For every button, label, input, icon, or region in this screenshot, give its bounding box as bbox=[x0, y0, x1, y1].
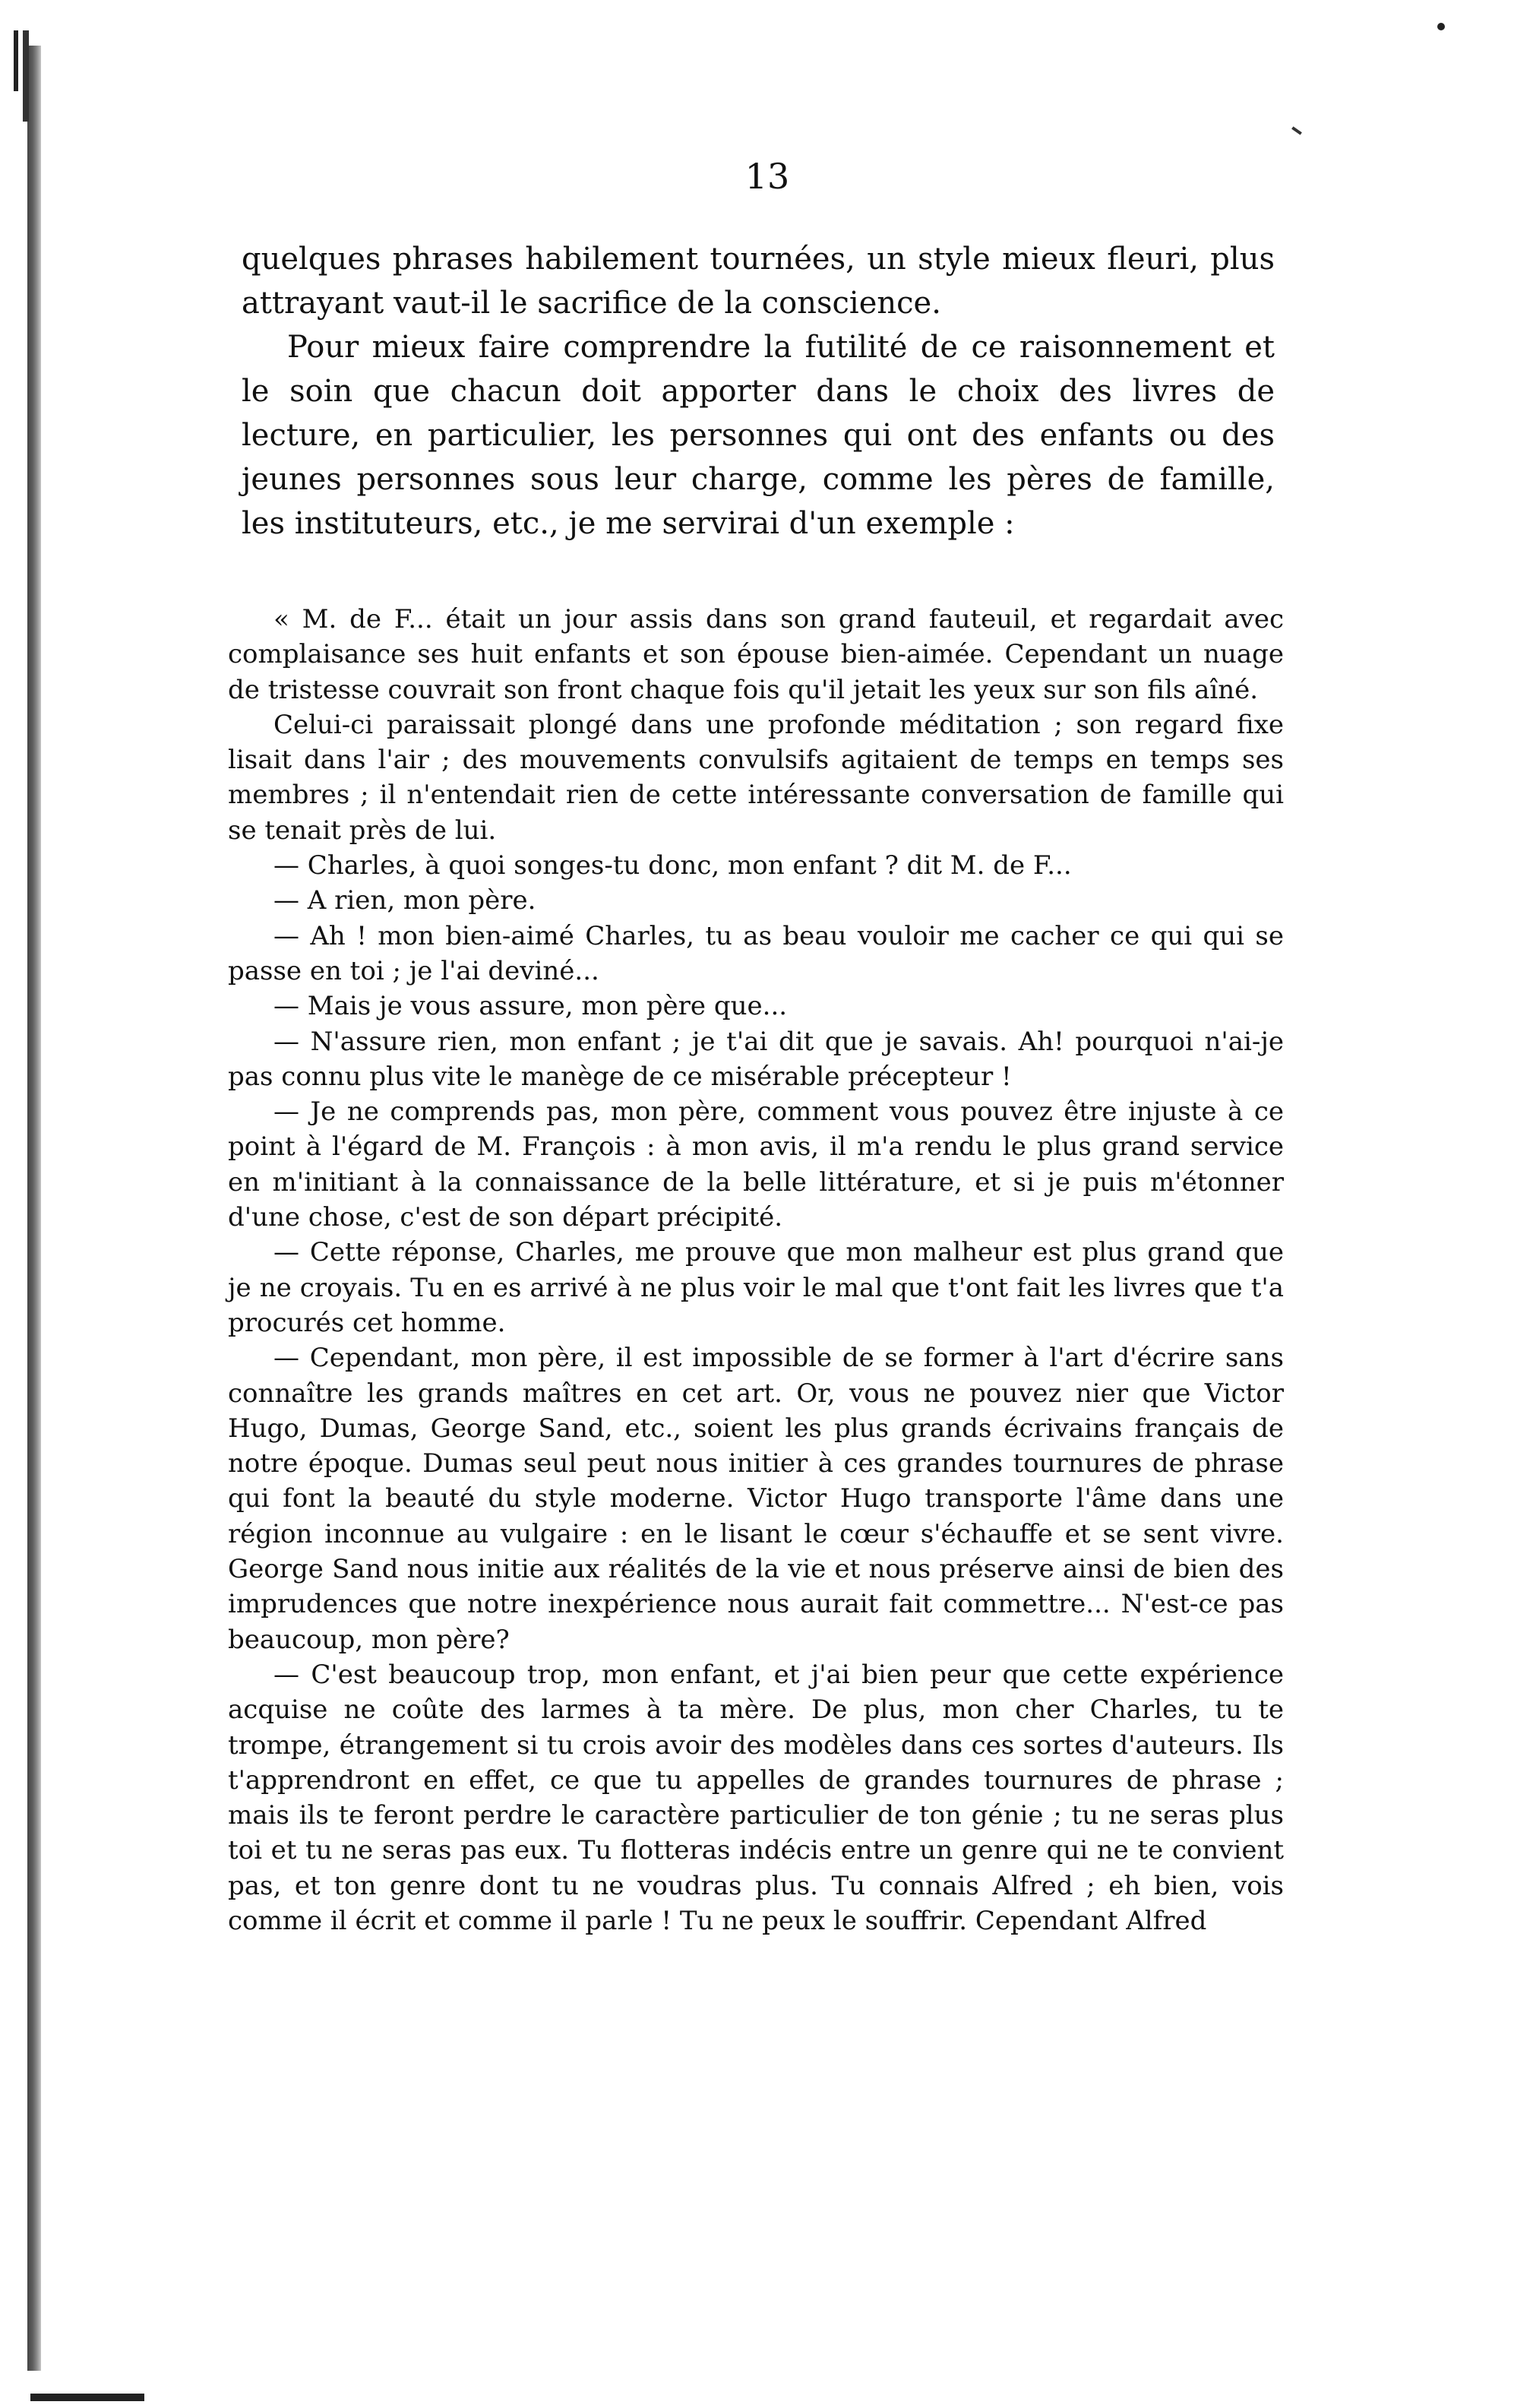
dialogue-line: — Cependant, mon père, il est impossible de se former à l'art d'écrire sans connaître les grands maîtres en cet art. Or, vous ne pouvez nier que Victor Hugo, Dumas, George Sand, etc., soient les plus grands écrivains français de notre époque. Dumas seul peut nous initier à ces grandes tournures de phrase qui font la beauté du style moderne. Victor Hugo transporte l'âme dans une région inconnue au vulgaire : en le lisant le cœur s'échauffe et se sent vivre. George Sand nous initie aux réalités de la vie et nous préserve ainsi de bien des imprudences que notre inexpérience nous aurait fait commettre... N'est-ce pas beaucoup, mon père? bbox=[228, 1343, 1284, 1655]
ink-dot bbox=[1437, 23, 1445, 30]
story-paragraph: Celui-ci paraissait plongé dans une profonde méditation ; son regard fixe lisait dans l'air ; des mouvements convulsifs agitaient de temps en temps ses membres ; il n'entendait rien de cette intéressante conversation de famille qui se tenait près de lui. bbox=[228, 709, 1284, 846]
dialogue-line: — Mais je vous assure, mon père que... bbox=[273, 991, 788, 1022]
intro-text bbox=[242, 237, 1275, 546]
spine-foot bbox=[30, 2394, 144, 2401]
story-paragraph: « M. de F... était un jour assis dans son grand fauteuil, et regardait avec complaisance ses huit enfants et son épouse bien-aimée. Cependant un nuage de tristesse couvrait son front chaque fois qu'il jetait les yeux sur son fils aîné. bbox=[228, 604, 1284, 705]
dialogue-line: — Charles, à quoi songes-tu donc, mon enfant ? dit M. de F... bbox=[273, 850, 1072, 881]
intro-paragraph: quelques phrases habilement tournées, un style mieux fleuri, plus attrayant vaut-il le sacrifice de la conscience. bbox=[242, 242, 1275, 321]
dialogue-line: — Cette réponse, Charles, me prouve que mon malheur est plus grand que je ne croyais. Tu en es arrivé à ne plus voir le mal que t'ont fait les livres que t'a procurés cet homme. bbox=[228, 1237, 1284, 1338]
intro-paragraph: Pour mieux faire comprendre la futilité de ce raisonnement et le soin que chacun doit apporter dans le choix des livres de lecture, en particulier, les personnes qui ont des enfants ou des jeunes personnes sous leur charge, comme les pères de famille, les instituteurs, etc., je me servirai d'un exemple : bbox=[242, 330, 1275, 541]
dialogue-line: — N'assure rien, mon enfant ; je t'ai dit que je savais. Ah! pourquoi n'ai-je pas connu plus vite le manège de ce misérable précepteur ! bbox=[228, 1026, 1284, 1092]
dialogue-line: — C'est beaucoup trop, mon enfant, et j'ai bien peur que cette expérience acquise ne coûte des larmes à ta mère. De plus, mon cher Charles, tu te trompe, étrangement si tu crois avoir des modèles dans ces sortes d'auteurs. Ils t'apprendront en effet, ce que tu appelles de grandes tournures de phrase ; mais ils te feront perdre le caractère particulier de ton génie ; tu ne seras plus toi et tu ne seras pas eux. Tu flotteras indécis entre un genre qui ne te convient pas, et ton genre dont tu ne voudras plus. Tu connais Alfred ; eh bien, vois comme il écrit et comme il parle ! Tu ne peux le souffrir. Cependant Alfred bbox=[228, 1659, 1284, 1936]
dialogue-line: — A rien, mon père. bbox=[273, 885, 536, 916]
page-number: 13 bbox=[744, 156, 790, 197]
dialogue-line: — Je ne comprends pas, mon père, comment vous pouvez être injuste à ce point à l'égard de M. François : à mon avis, il m'a rendu le plus grand service en m'initiant à la connaissance de la belle littérature, et si je puis m'étonner d'une chose, c'est de son départ précipité. bbox=[228, 1096, 1284, 1233]
book-spine-edge bbox=[0, 0, 91, 2408]
ink-mark bbox=[1291, 126, 1302, 134]
spine-mark bbox=[23, 30, 29, 122]
spine-shadow bbox=[27, 46, 41, 2371]
dialogue-line: — Ah ! mon bien-aimé Charles, tu as beau vouloir me cacher ce qui qui se passe en toi ; je l'ai deviné... bbox=[228, 920, 1284, 986]
spine-mark bbox=[14, 30, 18, 91]
story-text bbox=[228, 602, 1284, 1938]
